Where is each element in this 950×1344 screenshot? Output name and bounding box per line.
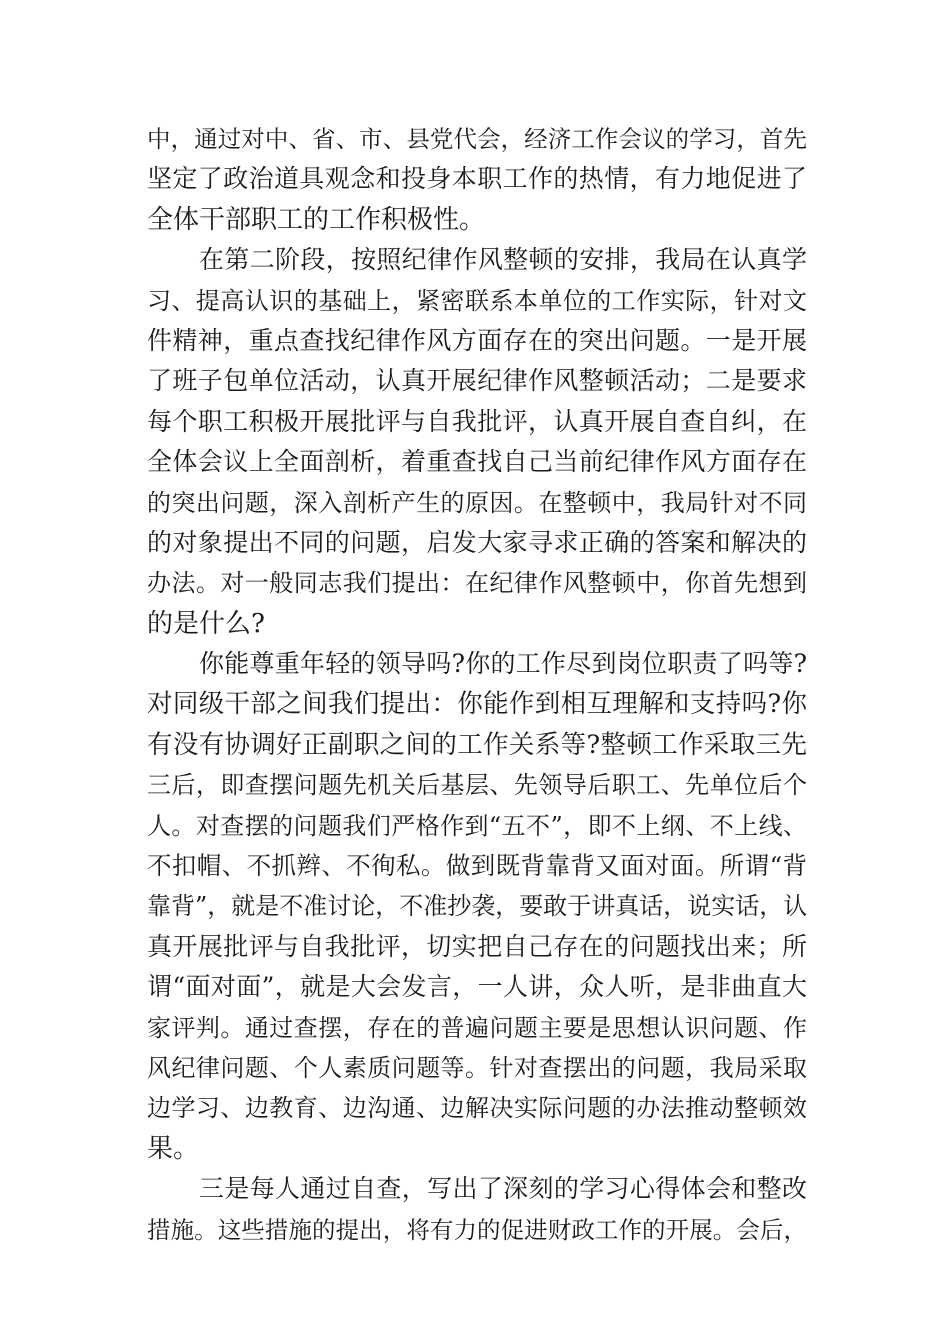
text-line: 坚定了政治道具观念和投身本职工作的热情，有力地促进了	[147, 164, 807, 194]
text-line: 风纪律问题、个人素质问题等。针对查摆出的问题，我局采取	[147, 1053, 807, 1082]
text-line: 你能尊重年轻的领导吗?你的工作尽到岗位职责了吗等?	[199, 649, 807, 679]
text-line: 谓“面对面”，就是大会发言，一人讲，众人听，是非曲直大	[147, 972, 807, 1002]
text-line: 真开展批评与自我批评，切实把自己存在的问题找出来；所	[147, 931, 807, 961]
text-line: 三是每人通过自查，写出了深刻的学习心得体会和整改	[199, 1174, 807, 1204]
text-line: 对同级干部之间我们提出：你能作到相互理解和支持吗?你	[147, 689, 807, 720]
text-line: 果。	[147, 1133, 200, 1164]
text-line: 人。对查摆的问题我们严格作到“五不”，即不上纲、不上线、	[147, 811, 807, 840]
text-line: 有没有协调好正副职之间的工作关系等?整顿工作采取三先	[147, 729, 807, 760]
text-line: 的是什么?	[147, 608, 265, 639]
text-line: 全体会议上全面剖析，着重查找自己当前纪律作风方面存在	[147, 447, 807, 477]
text-line: 件精神，重点查找纪律作风方面存在的突出问题。一是开展	[147, 325, 807, 355]
text-line: 每个职工积极开展批评与自我批评，认真开展自查自纠，在	[147, 406, 807, 436]
text-line: 在第二阶段，按照纪律作风整顿的安排，我局在认真学	[199, 245, 807, 275]
text-line: 三后，即查摆问题先机关后基层、先领导后职工、先单位后个	[147, 771, 807, 800]
text-line: 家评判。通过查摆，存在的普遍问题主要是思想认识问题、作	[147, 1013, 807, 1042]
text-line: 靠背”，就是不准讨论，不准抄袭，要敢于讲真话，说实话，认	[147, 892, 807, 921]
text-line: 中，通过对中、省、市、县党代会，经济工作会议的学习，首先	[147, 125, 807, 153]
text-line: 的对象提出不同的问题，启发大家寻求正确的答案和解决的	[147, 527, 807, 557]
body-text	[147, 119, 807, 1250]
text-line: 的突出问题，深入剖析产生的原因。在整顿中，我局针对不同	[147, 488, 807, 517]
text-line: 不扣帽、不抓辫、不徇私。做到既背靠背又面对面。所谓“背	[147, 851, 807, 881]
text-line: 措施。这些措施的提出，将有力的促进财政工作的开展。会后，	[147, 1215, 807, 1244]
text-line: 办法。对一般同志我们提出：在纪律作风整顿中，你首先想到	[147, 569, 807, 598]
text-line: 边学习、边教育、边沟通、边解决实际问题的办法推动整顿效	[147, 1094, 807, 1123]
text-line: 习、提高认识的基础上，紧密联系本单位的工作实际，针对文	[147, 286, 807, 315]
text-line: 全体干部职工的工作积极性。	[147, 204, 486, 235]
text-line: 了班子包单位活动，认真开展纪律作风整顿活动；二是要求	[147, 366, 807, 396]
